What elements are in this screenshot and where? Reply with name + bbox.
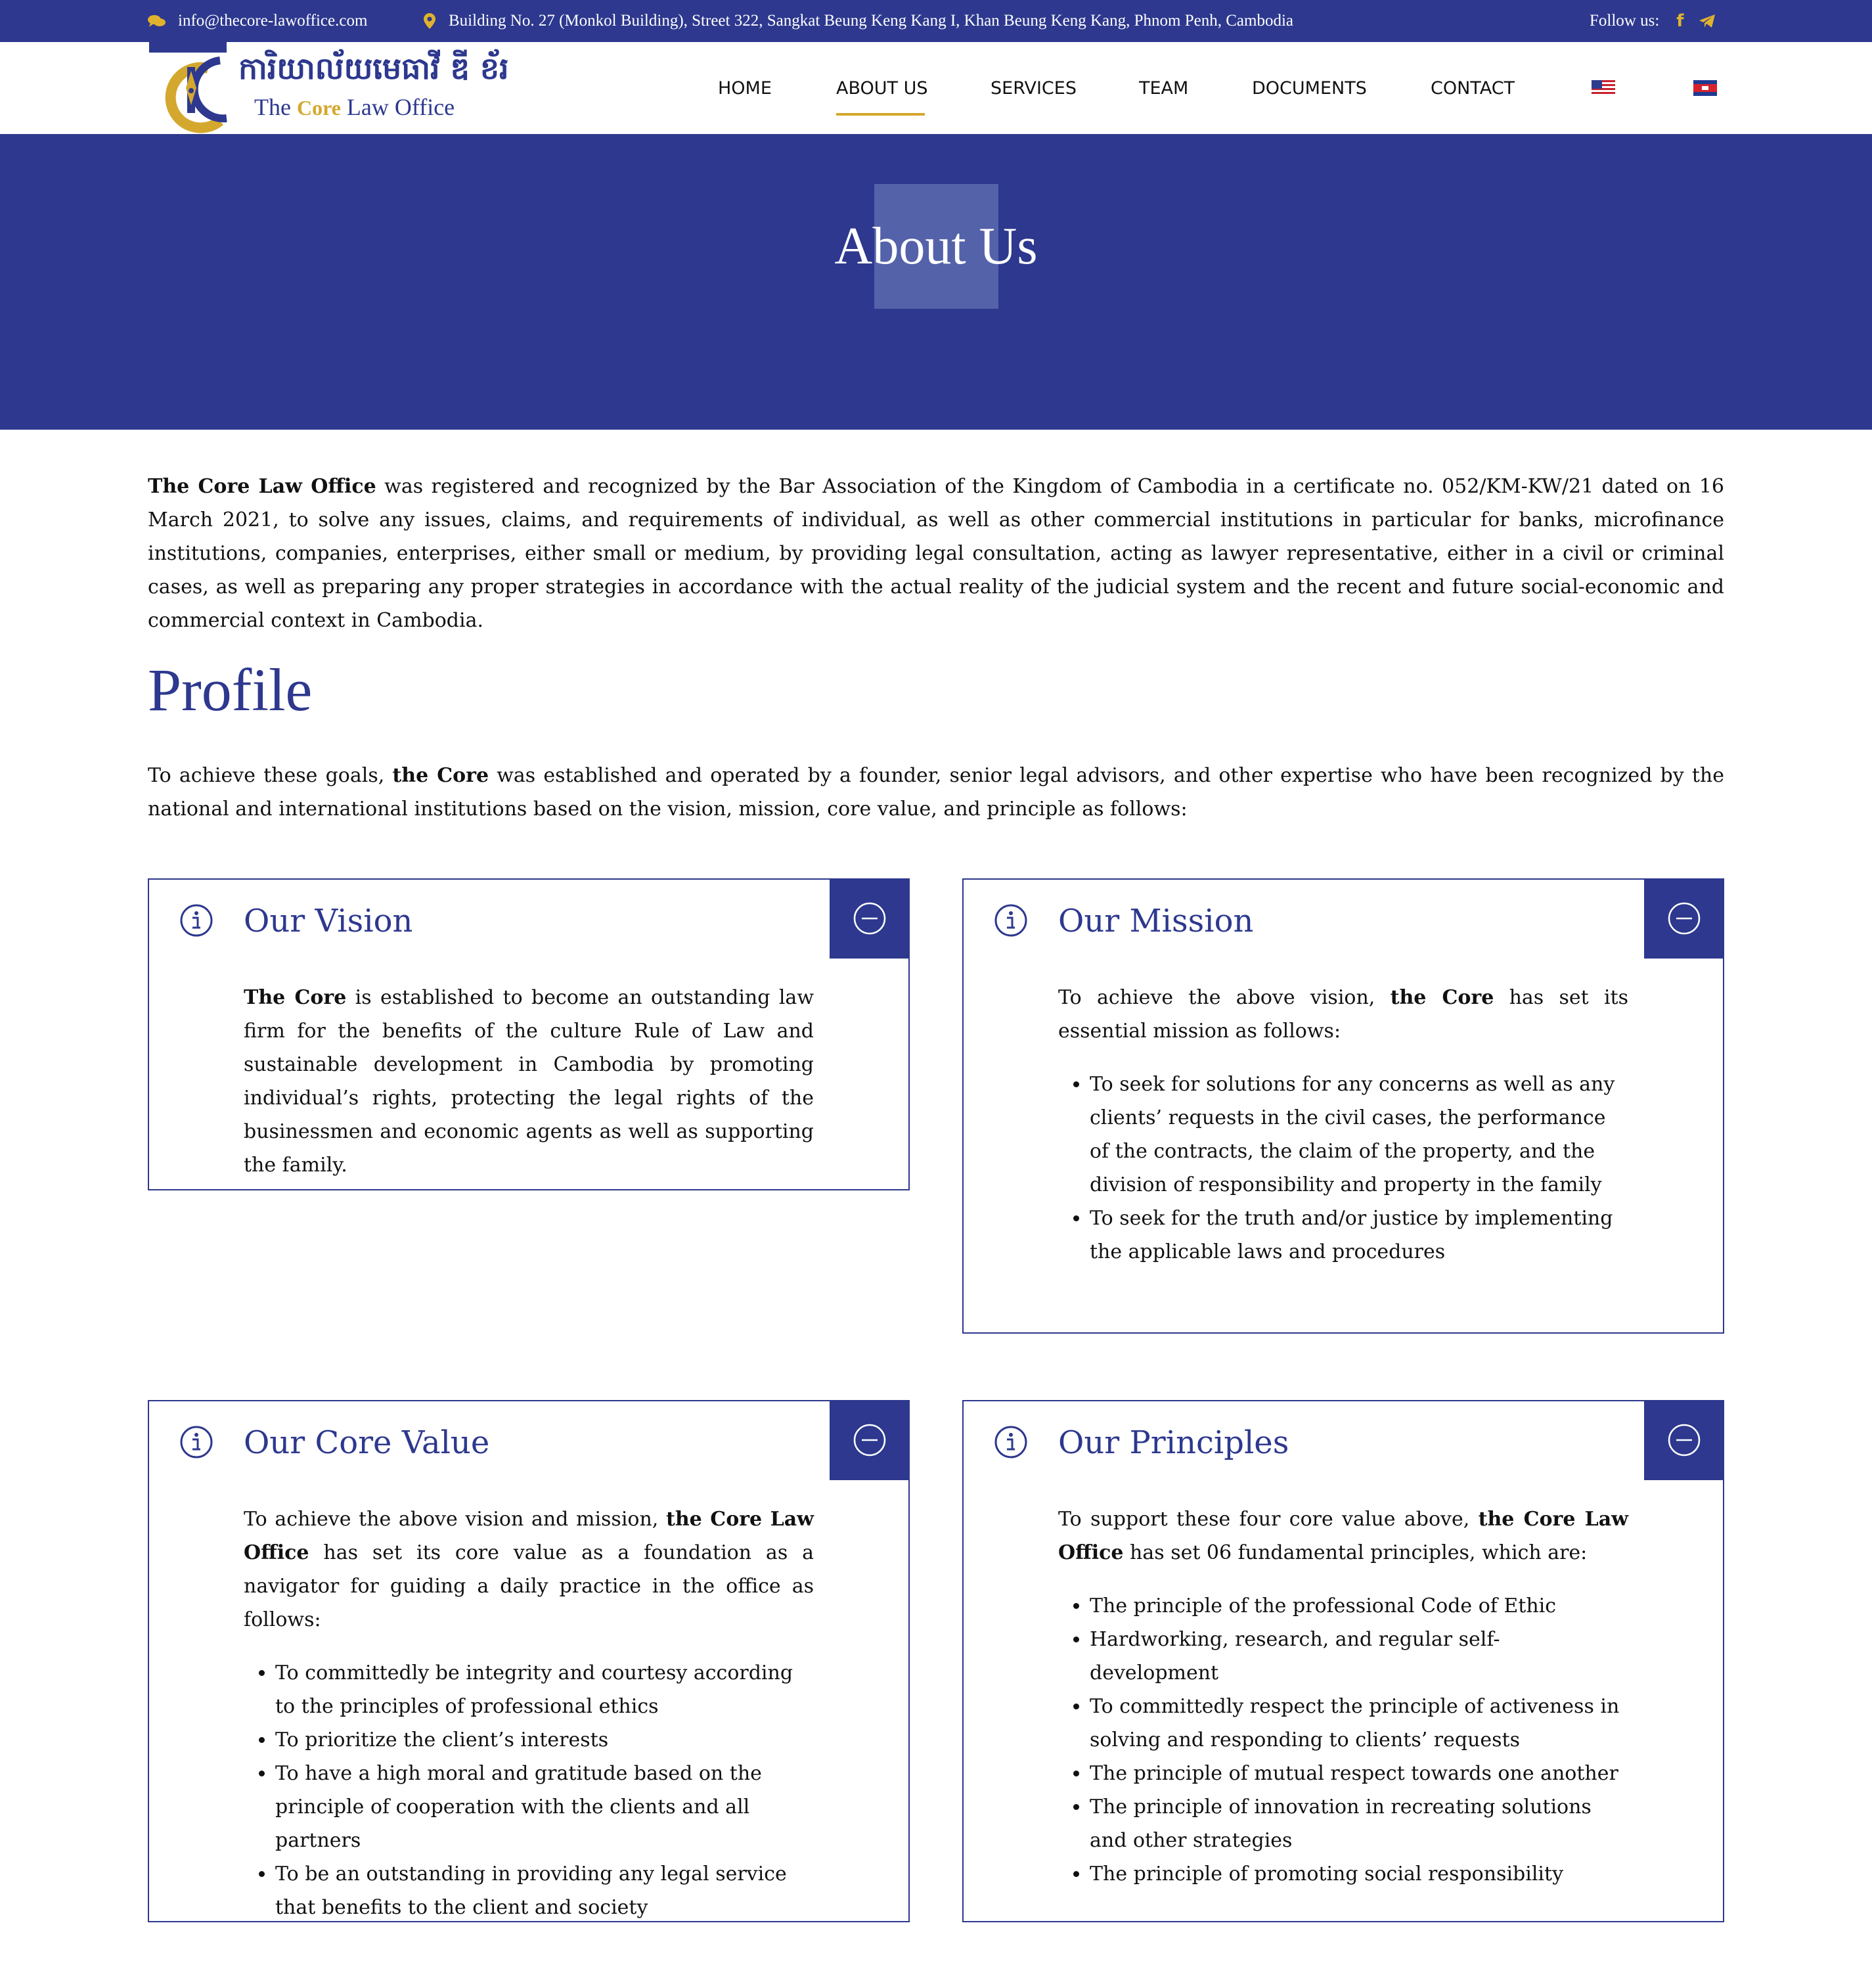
logo-emblem	[148, 42, 233, 134]
nav-home[interactable]: HOME	[718, 78, 772, 99]
info-icon	[179, 1425, 213, 1459]
address-item	[424, 0, 1293, 42]
mission-list	[1058, 1068, 1628, 1269]
mission-card	[962, 878, 1724, 1334]
minus-circle-icon	[853, 1423, 887, 1457]
intro-text: was registered and recognized by the Bar Association of the Kingdom of Cambodia in a certificate no. 052/KM-KW/21 dated on 16 March 2021, to solve any issues, claims, and requirements of individual, as well as other commercial institutions in particular for banks, microfinance institutions, companies, enterprises, either small or medium, by providing legal consultation, acting as lawyer representative, either in a civil or criminal cases, as well as preparing any proper strategies in accordance with the actual reality of the judicial system and the recent and future social-economic and commercial context in Cambodia.	[148, 475, 1725, 632]
list-item: • To seek for the truth and/or justice by implementing the applicable laws and procedures	[1090, 1202, 1628, 1269]
mission-body	[1058, 981, 1628, 1269]
logo-english-text	[254, 93, 455, 121]
telegram-icon[interactable]	[1699, 14, 1716, 28]
mission-text-before: To achieve the above vision,	[1058, 986, 1391, 1009]
top-info-bar	[0, 0, 1872, 42]
info-icon	[994, 903, 1028, 938]
principles-bold: the Core Law Office	[1058, 1508, 1628, 1564]
principles-card	[962, 1400, 1724, 1922]
principles-text-after: has set 06 fundamental principles, which are:	[1123, 1541, 1588, 1564]
info-icon	[179, 903, 213, 938]
core-value-bold: the Core Law Office	[244, 1508, 814, 1564]
core-value-text-before: To achieve the above vision and mission,	[244, 1508, 666, 1531]
email-text: info@thecore-lawoffice.com	[178, 12, 368, 30]
nav-active-indicator	[836, 113, 925, 116]
site-header	[0, 42, 1872, 134]
list-item: • To seek for solutions for any concerns as well as any clients’ requests in the civil cases, the performance of the contracts, the claim of the property, and the division of responsibility and property in the family	[1090, 1068, 1628, 1202]
core-value-text-after: has set its core value as a foundation as a navigator for guiding a daily practice in the office as follows:	[244, 1541, 814, 1631]
logo[interactable]	[148, 42, 509, 134]
principles-text-before: To support these four core value above,	[1058, 1508, 1479, 1531]
profile-paragraph	[148, 759, 1724, 826]
vision-card	[148, 878, 910, 1190]
mission-text-after: has set its essential mission as follows:	[1058, 986, 1628, 1043]
chat-icon	[148, 14, 166, 28]
facebook-icon[interactable]: f	[1676, 11, 1684, 31]
minus-circle-icon	[1667, 901, 1701, 936]
vision-title: Our Vision	[244, 903, 413, 939]
follow-us	[1590, 0, 1716, 42]
core-value-card	[148, 1400, 910, 1922]
list-item: • Hardworking, research, and regular self-development	[1090, 1623, 1628, 1690]
vision-text: is established to become an outstanding law firm for the benefits of the culture Rule of Law and sustainable development in Cambodia by promoting individual’s rights, protecting the legal rights of the businessmen and economic agents as well as supporting the family.	[244, 986, 814, 1177]
mission-title: Our Mission	[1058, 903, 1254, 939]
us-flag-icon[interactable]	[1592, 80, 1615, 96]
nav-documents[interactable]: DOCUMENTS	[1252, 78, 1367, 99]
list-item: • The principle of mutual respect towards one another	[1090, 1757, 1628, 1790]
profile-bold: the Core	[392, 764, 489, 787]
profile-text-after: was established and operated by a founder, senior legal advisors, and other expertise who have been recognized by the national and international institutions based on the vision, mission, core value, and principle as follows:	[148, 764, 1725, 821]
cambodia-flag-icon[interactable]	[1693, 80, 1717, 96]
principles-body	[1058, 1502, 1628, 1891]
intro-paragraph	[148, 470, 1724, 637]
core-value-body	[244, 1502, 814, 1924]
mission-collapse-button[interactable]	[1644, 878, 1724, 959]
logo-core: Core	[296, 96, 341, 120]
nav-about-us[interactable]: ABOUT US	[836, 78, 928, 99]
core-value-list	[244, 1656, 814, 1924]
minus-circle-icon	[1667, 1423, 1701, 1457]
principles-collapse-button[interactable]	[1644, 1400, 1724, 1480]
core-value-collapse-button[interactable]	[830, 1400, 910, 1480]
profile-heading: Profile	[148, 656, 313, 723]
list-item: • To have a high moral and gratitude based on the principle of cooperation with the clients and all partners	[275, 1757, 814, 1857]
nav-contact[interactable]: CONTACT	[1431, 78, 1515, 99]
mission-bold: the Core	[1390, 986, 1494, 1009]
list-item: • To committedly respect the principle of activeness in solving and responding to clients’ requests	[1090, 1690, 1628, 1757]
logo-khmer-text: ការិយាល័យមេធាវី ឌី ខ័រ	[238, 51, 509, 86]
logo-law-office: Law Office	[346, 94, 455, 120]
list-item: • The principle of promoting social responsibility	[1090, 1857, 1628, 1891]
logo-the: The	[254, 94, 291, 120]
principles-title: Our Principles	[1058, 1424, 1289, 1461]
nav-services[interactable]: SERVICES	[991, 78, 1077, 99]
intro-bold: The Core Law Office	[148, 475, 376, 498]
profile-text-before: To achieve these goals,	[148, 764, 393, 787]
address-text: Building No. 27 (Monkol Building), Street 322, Sangkat Beung Keng Kang I, Khan Beung Keng Kang, Phnom Penh, Cambodia	[449, 12, 1293, 30]
page-title: About Us	[834, 217, 1038, 275]
minus-circle-icon	[853, 901, 887, 936]
info-icon	[994, 1425, 1028, 1459]
list-item: • The principle of innovation in recreating solutions and other strategies	[1090, 1790, 1628, 1857]
core-value-title: Our Core Value	[244, 1424, 490, 1461]
list-item: • The principle of the professional Code of Ethic	[1090, 1589, 1628, 1623]
vision-collapse-button[interactable]	[830, 878, 910, 959]
map-pin-icon	[424, 13, 435, 29]
vision-body	[244, 981, 814, 1182]
vision-bold: The Core	[244, 986, 347, 1009]
nav-team[interactable]: TEAM	[1139, 78, 1189, 99]
list-item: • To prioritize the client’s interests	[275, 1723, 814, 1757]
list-item: • To committedly be integrity and courtesy according to the principles of professional ethics	[275, 1656, 814, 1723]
follow-label: Follow us:	[1590, 12, 1660, 30]
list-item: • To be an outstanding in providing any legal service that benefits to the client and society	[275, 1857, 814, 1924]
principles-list	[1058, 1589, 1628, 1891]
email-link[interactable]	[148, 0, 367, 42]
